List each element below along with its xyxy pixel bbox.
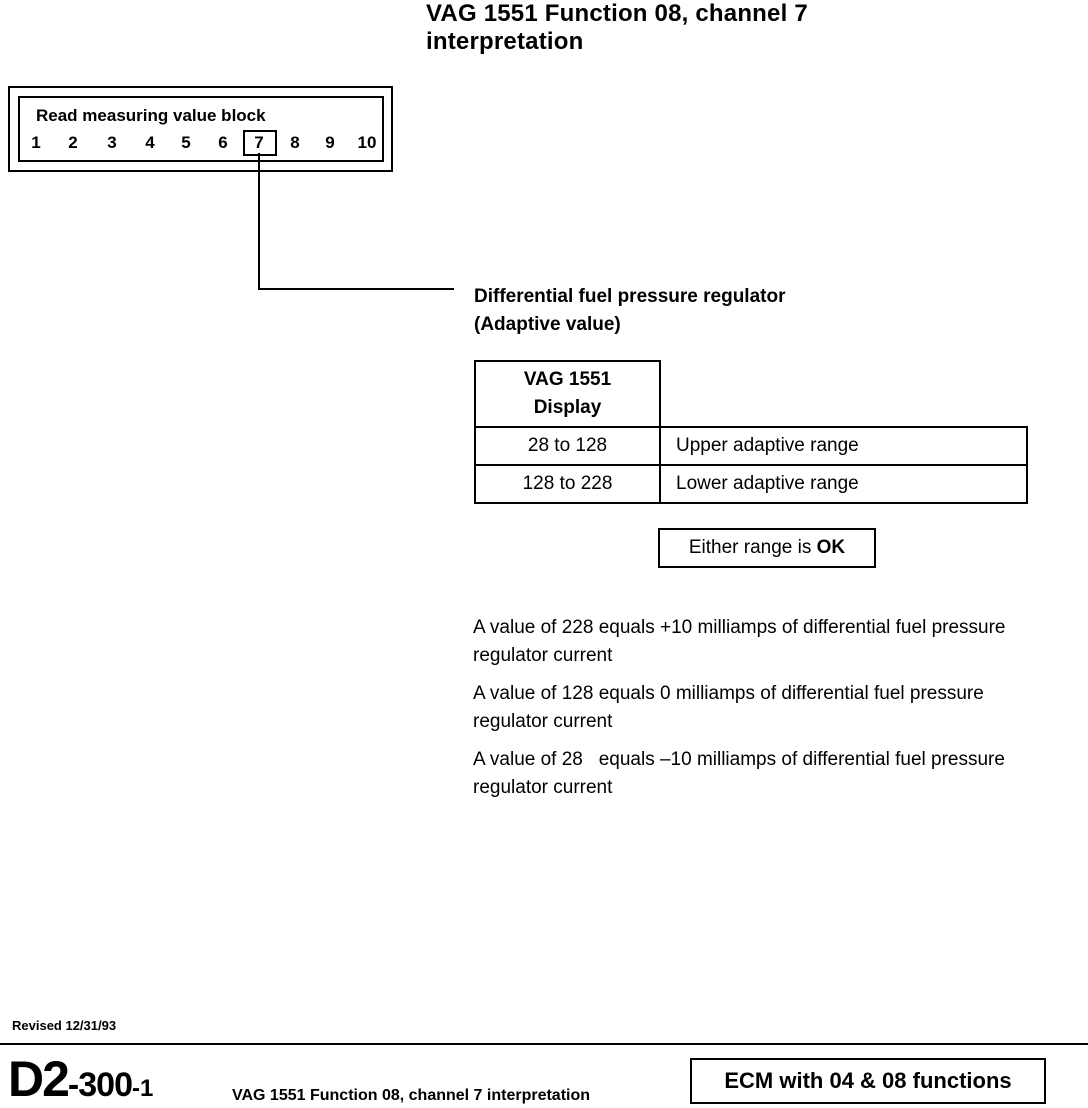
note-paragraph: A value of 28 equals –10 milliamps of differential fuel pressure regulator current: [473, 749, 1011, 798]
table-header-cell: [475, 361, 660, 427]
page-title-line2: interpretation: [426, 28, 584, 55]
footer-badge: ECM with 04 & 08 functions: [690, 1058, 1046, 1104]
revision-date: Revised 12/31/93: [12, 1018, 117, 1033]
table-cell-description: Upper adaptive range: [660, 427, 1027, 465]
channel-number: 5: [181, 133, 191, 152]
ok-note-emphasis: OK: [816, 537, 846, 558]
page-title: [426, 0, 808, 56]
display-range-table: [474, 360, 1028, 504]
callout-line2: (Adaptive value): [474, 314, 621, 335]
leader-line-horizontal: [258, 288, 454, 290]
channel-number: 6: [218, 133, 228, 152]
display-label: Read measuring value block: [36, 106, 266, 125]
footer-rule: [0, 1043, 1088, 1045]
page-id-prefix: D2: [8, 1051, 68, 1107]
ok-note: [658, 528, 876, 568]
channel-number: 10: [357, 133, 377, 152]
table-row: [475, 427, 1027, 465]
callout-line1: Differential fuel pressure regulator: [474, 286, 786, 307]
callout-heading: [474, 283, 785, 339]
channel-number: 3: [107, 133, 117, 152]
channel-number: 8: [290, 133, 300, 152]
table-cell-value: 128 to 228: [475, 465, 660, 503]
channel-number-selected: 7: [254, 133, 264, 152]
table-header-empty: [660, 361, 1027, 427]
note-paragraph: A value of 228 equals +10 milliamps of differential fuel pressure regulator current: [473, 617, 1006, 666]
page-id-mid: -300: [67, 1066, 132, 1104]
channel-number: 4: [145, 133, 155, 152]
ok-note-prefix: Either range is: [688, 537, 817, 558]
page-title-line1: VAG 1551 Function 08, channel 7: [426, 0, 808, 27]
page-identifier: [8, 1050, 153, 1108]
header-line2: Display: [533, 397, 602, 418]
page-id-suffix: -1: [131, 1075, 154, 1102]
channel-number: 1: [31, 133, 41, 152]
channel-number: 2: [68, 133, 78, 152]
channel-number: 9: [325, 133, 335, 152]
note-paragraph: A value of 128 equals 0 milliamps of differential fuel pressure regulator current: [473, 683, 984, 732]
header-line1: VAG 1551: [523, 369, 612, 390]
table-header-row: [475, 361, 1027, 427]
footer-title: VAG 1551 Function 08, channel 7 interpretation: [232, 1087, 591, 1104]
table-cell-description: Lower adaptive range: [660, 465, 1027, 503]
table-row: [475, 465, 1027, 503]
table-cell-value: 28 to 128: [475, 427, 660, 465]
leader-line-vertical: [258, 153, 260, 290]
selected-channel-highlight: [243, 130, 277, 156]
